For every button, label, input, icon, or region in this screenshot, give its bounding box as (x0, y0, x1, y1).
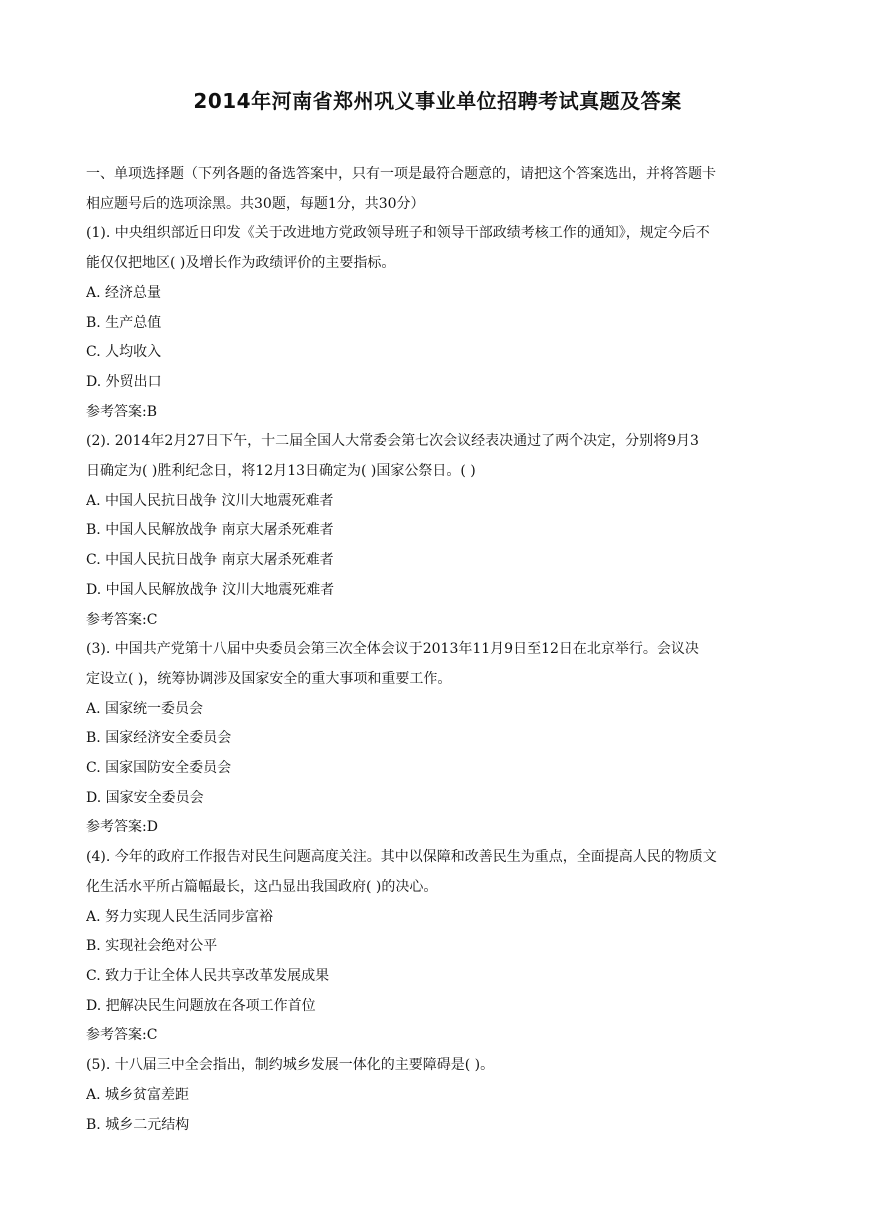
page-title: 2014年河南省郑州巩义事业单位招聘考试真题及答案 (193, 89, 682, 113)
question-stem: 能仅仅把地区( )及增长作为政绩评价的主要指标。 (86, 255, 396, 272)
question-stem: (2). 2014年2月27日下午，十二届全国人大常委会第七次会议经表决通过了两个决定，分别将9月3 (86, 433, 699, 450)
option-c: C. 致力于让全体人民共享改革发展成果 (86, 967, 330, 984)
question-stem: (4). 今年的政府工作报告对民生问题高度关注。其中以保障和改善民生为重点，全面提高人民的物质文 (86, 849, 717, 866)
section-intro-line-1: 一、单项选择题（下列各题的备选答案中，只有一项是最符合题意的，请把这个答案选出，并将答题卡 (86, 166, 716, 182)
question-stem: (5). 十八届三中全会指出，制约城乡发展一体化的主要障碍是( )。 (86, 1057, 495, 1074)
option-a: A. 城乡贫富差距 (86, 1086, 190, 1103)
option-c: C. 人均收入 (86, 344, 162, 361)
section-intro-line-2: 相应题号后的选项涂黑。共30题，每题1分，共30分） (86, 195, 425, 212)
reference-answer: 参考答案:D (86, 819, 158, 836)
reference-answer: 参考答案:C (86, 611, 158, 628)
question-2 (86, 427, 789, 635)
question-3 (86, 635, 789, 843)
question-1 (86, 219, 789, 427)
question-stem: (3). 中国共产党第十八届中央委员会第三次全体会议于2013年11月9日至12日在北京举行。会议决 (86, 641, 699, 658)
reference-answer: 参考答案:B (86, 403, 158, 420)
question-stem: 化生活水平所占篇幅最长，这凸显出我国政府( )的决心。 (86, 878, 438, 895)
option-b: B. 中国人民解放战争 南京大屠杀死难者 (86, 522, 334, 539)
reference-answer: 参考答案:C (86, 1027, 158, 1044)
option-d: D. 中国人民解放战争 汶川大地震死难者 (86, 581, 335, 598)
option-a: A. 经济总量 (86, 284, 162, 301)
option-c: C. 中国人民抗日战争 南京大屠杀死难者 (86, 552, 334, 569)
option-b: B. 国家经济安全委员会 (86, 730, 232, 747)
option-d: D. 外贸出口 (86, 373, 162, 390)
option-b: B. 城乡二元结构 (86, 1116, 190, 1133)
option-c: C. 国家国防安全委员会 (86, 760, 232, 777)
option-d: D. 国家安全委员会 (86, 789, 204, 806)
option-a: A. 国家统一委员会 (86, 700, 204, 717)
question-stem: (1). 中央组织部近日印发《关于改进地方党政领导班子和领导干部政绩考核工作的通知》，规定今后不 (86, 225, 710, 242)
option-b: B. 生产总值 (86, 314, 162, 331)
option-a: A. 努力实现人民生活同步富裕 (86, 908, 274, 925)
question-stem: 定设立( )，统筹协调涉及国家安全的重大事项和重要工作。 (86, 670, 452, 687)
question-5 (86, 1051, 789, 1140)
question-stem: 日确定为( )胜利纪念日，将12月13日确定为( )国家公祭日。( ) (86, 463, 476, 480)
option-d: D. 把解决民生问题放在各项工作首位 (86, 997, 316, 1014)
option-b: B. 实现社会绝对公平 (86, 938, 218, 955)
question-4 (86, 843, 789, 1051)
option-a: A. 中国人民抗日战争 汶川大地震死难者 (86, 492, 334, 509)
